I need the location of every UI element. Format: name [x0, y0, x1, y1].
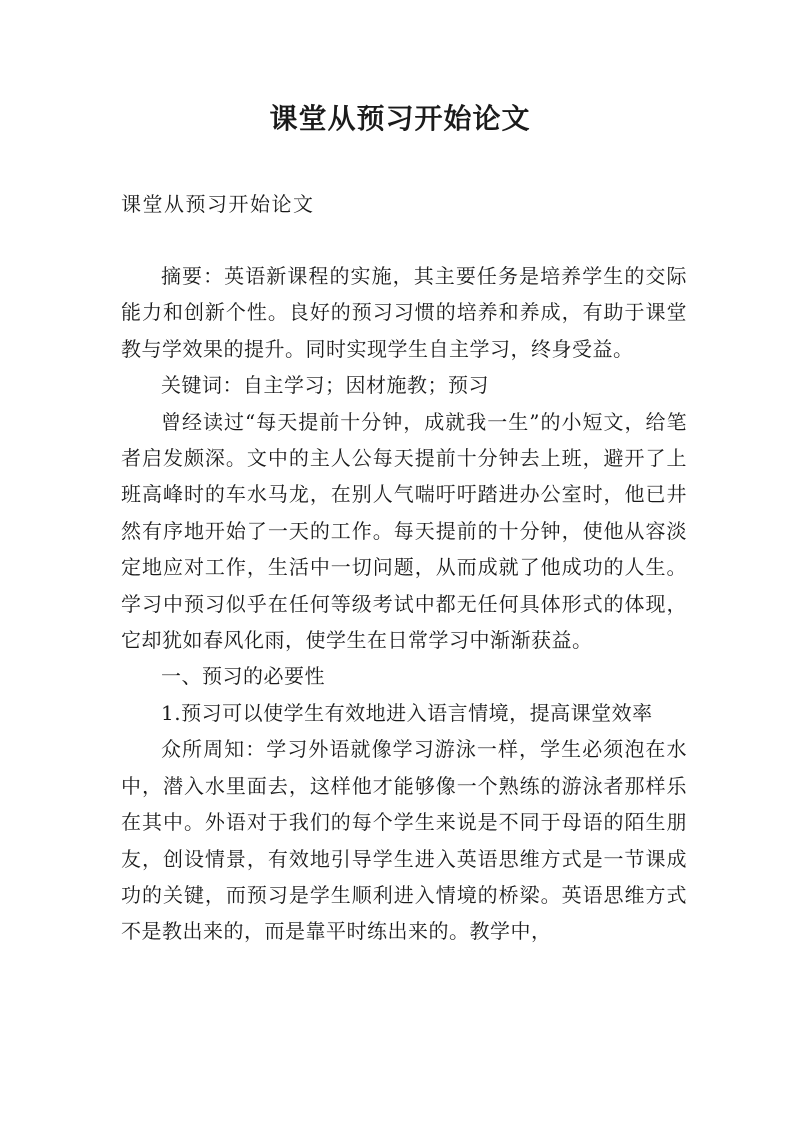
keywords-paragraph: 关键词：自主学习；因材施教；预习 — [161, 373, 489, 398]
document-subtitle: 课堂从预习开始论文 — [121, 192, 315, 216]
document-title: 课堂从预习开始论文 — [269, 102, 531, 135]
abstract-paragraph: 摘要：英语新课程的实施，其主要任务是培养学生的交际能力和创新个性。良好的预习习惯的培养和养成，有助于课堂教与学效果的提升。同时实现学生自主学习，终身受益。 — [121, 264, 687, 361]
document-body — [121, 258, 687, 950]
subsection-heading: 1.预习可以使学生有效地进入语言情境，提高课堂效率 — [161, 700, 653, 725]
section-heading: 一、预习的必要性 — [161, 664, 325, 689]
body-paragraph: 众所周知：学习外语就像学习游泳一样，学生必须泡在水中，潜入水里面去，这样他才能够像一个熟练的游泳者那样乐在其中。外语对于我们的每个学生来说是不同于母语的陌生朋友，创设情景，有效地引导学生进入英语思维方式是一节课成功的关键，而预习是学生顺利进入情境的桥梁。英语思维方式不是教出来的，而是靠平时练出来的。教学中， — [121, 737, 687, 944]
intro-paragraph: 曾经读过“每天提前十分钟，成就我一生”的小短文，给笔者启发颇深。文中的主人公每天提前十分钟去上班，避开了上班高峰时的车水马龙，在别人气喘吁吁踏进办公室时，他已井然有序地开始了一天的工作。每天提前的十分钟，使他从容淡定地应对工作，生活中一切问题，从而成就了他成功的人生。学习中预习似乎在任何等级考试中都无任何具体形式的体现，它却犹如春风化雨，使学生在日常学习中渐渐获益。 — [121, 409, 687, 653]
